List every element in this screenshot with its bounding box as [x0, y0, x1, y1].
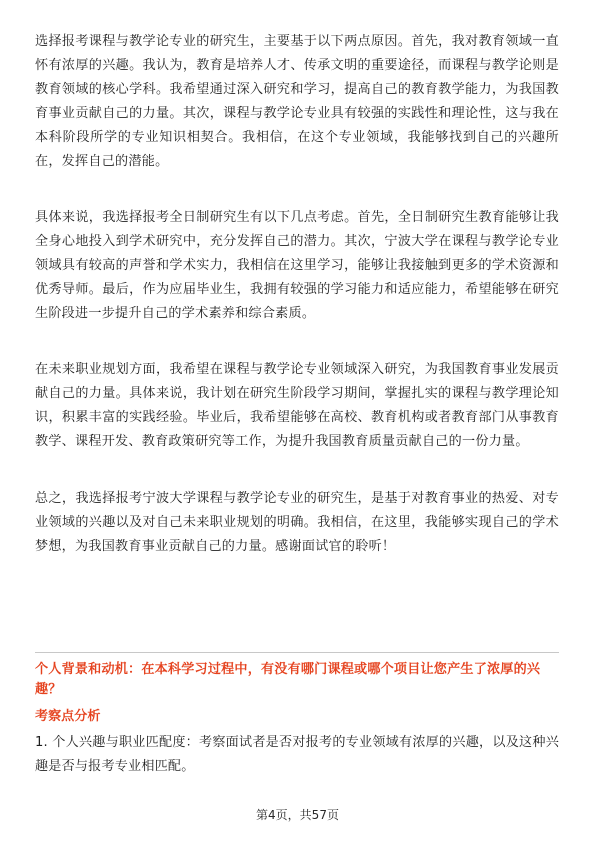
paragraph-conclusion: 总之，我选择报考宁波大学课程与教学论专业的研究生，是基于对教育事业的热爱、对专业领域的兴趣以及对自己未来职业规划的明确。我相信，在这里，我能够实现自己的学术梦想，为我国教育事业贡献自己的力量。感谢面试官的聆听！ — [35, 491, 559, 554]
paragraph-fulltime-considerations: 具体来说，我选择报考全日制研究生有以下几点考虑。首先，全日制研究生教育能够让我全身心地投入到学术研究中，充分发挥自己的潜力。其次，宁波大学在课程与教学论专业领域具有较高的声誉和学术实力，我相信在这里学习，能够让我接触到更多的学术资源和优秀导师。最后，作为应届毕业生，我拥有较强的学习能力和适应能力，希望能够在研究生阶段进一步提升自己的学术素养和综合素质。 — [35, 210, 559, 321]
analysis-item: 1. 个人兴趣与职业匹配度：考察面试者是否对报考的专业领域有浓厚的兴趣，以及这种兴趣是否与报考专业相匹配。 — [35, 735, 559, 774]
paragraph-reasons: 选择报考课程与教学论专业的研究生，主要基于以下两点原因。首先，我对教育领域一直怀有浓厚的兴趣。我认为，教育是培养人才、传承文明的重要途径，而课程与教学论则是教育领域的核心学科。我希望通过深入研究和学习，提高自己的教育教学能力，为我国教育事业贡献自己的力量。其次，课程与教学论专业具有较强的实践性和理论性，这与我在本科阶段所学的专业知识相契合。我相信，在这个专业领域，我能够找到自己的兴趣所在，发挥自己的潜能。 — [35, 34, 559, 169]
section-divider — [35, 652, 559, 653]
answer-body — [35, 30, 559, 559]
interview-question: 个人背景和动机：在本科学习过程中，有没有哪门课程或哪个项目让您产生了浓厚的兴趣？ — [35, 662, 541, 697]
page-number-footer: 第4页，共57页 — [256, 808, 339, 822]
analysis-heading: 考察点分析 — [35, 709, 101, 724]
paragraph-career-plan: 在未来职业规划方面，我希望在课程与教学论专业领域深入研究，为我国教育事业发展贡献自己的力量。具体来说，我计划在研究生阶段学习期间，掌握扎实的课程与教学理论知识，积累丰富的实践经验。毕业后，我希望能够在高校、教育机构或者教育部门从事教育教学、课程开发、教育政策研究等工作，为提升我国教育质量贡献自己的一份力量。 — [35, 362, 559, 449]
